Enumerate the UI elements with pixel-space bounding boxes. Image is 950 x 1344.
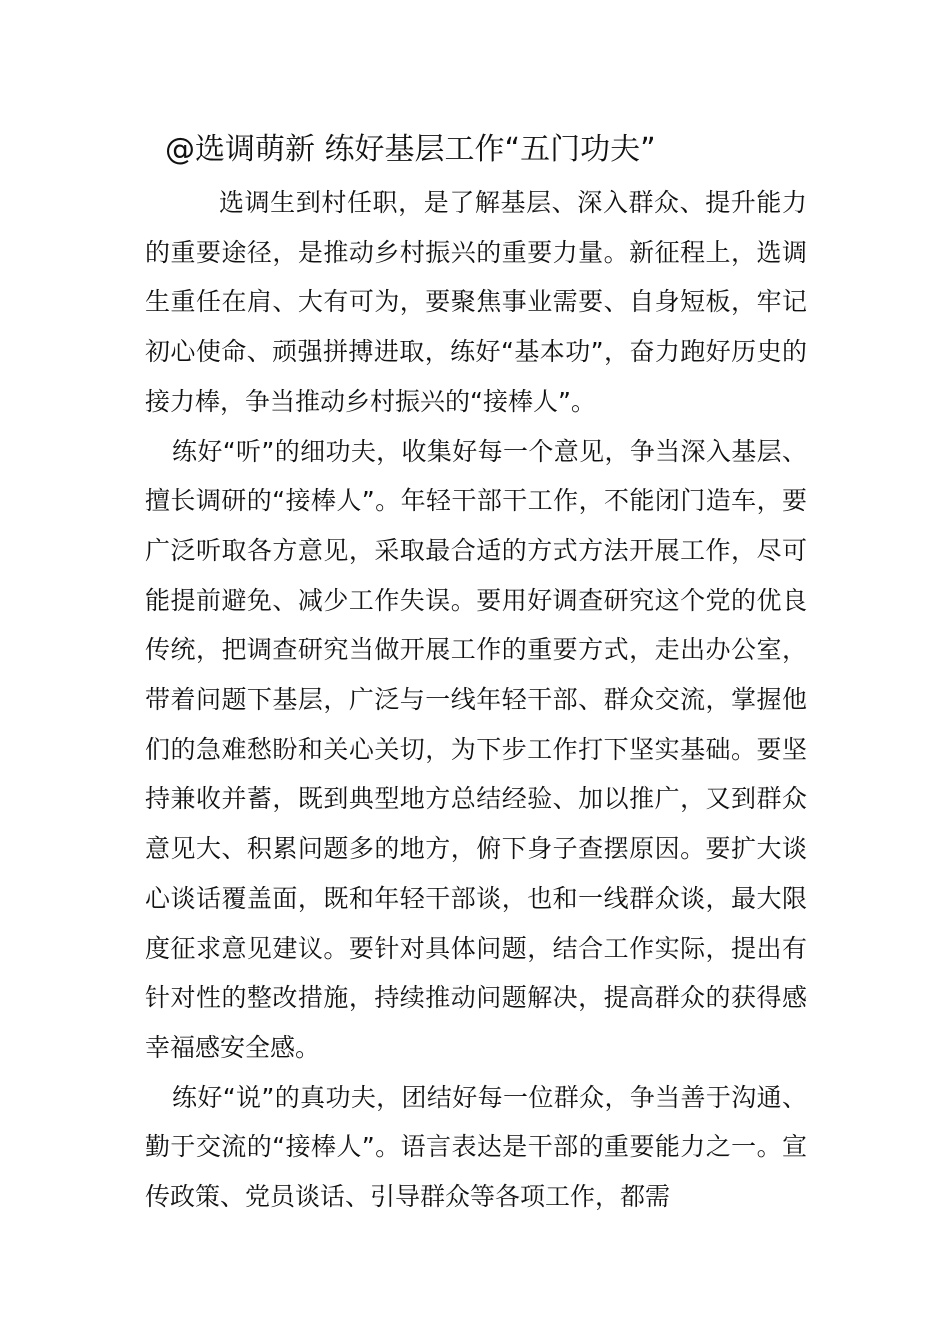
paragraph-speak: 练好“说”的真功夫，团结好每一位群众，争当善于沟通、勤于交流的“接棒人”。语言表达是干部的重要能力之一。宣传政策、党员谈话、引导群众等各项工作，都需 — [145, 1082, 807, 1212]
paragraph-intro: 选调生到村任职，是了解基层、深入群众、提升能力的重要途径，是推动乡村振兴的重要力量。新征程上，选调生重任在肩、大有可为，要聚焦事业需要、自身短板，牢记初心使命、顽强拼搏进取，练好“基本功”，奋力跑好历史的接力棒，争当推动乡村振兴的“接棒人”。 — [145, 188, 807, 416]
paragraph-listen: 练好“听”的细功夫，收集好每一个意见，争当深入基层、擅长调研的“接棒人”。年轻干部干工作，不能闭门造车，要广泛听取各方意见，采取最合适的方式方法开展工作，尽可能提前避免、减少工作失误。要用好调查研究这个党的优良传统，把调查研究当做开展工作的重要方式，走出办公室，带着问题下基层，广泛与一线年轻干部、群众交流，掌握他们的急难愁盼和关心关切，为下步工作打下坚实基础。要坚持兼收并蓄，既到典型地方总结经验、加以推广，又到群众意见大、积累问题多的地方，俯下身子查摆原因。要扩大谈心谈话覆盖面，既和年轻干部谈，也和一线群众谈，最大限度征求意见建议。要针对具体问题，结合工作实际，提出有针对性的整改措施，持续推动问题解决，提高群众的获得感幸福感安全感。 — [145, 436, 807, 1062]
document-body — [145, 178, 807, 1222]
document-title: @选调萌新 练好基层工作“五门功夫” — [165, 132, 656, 167]
